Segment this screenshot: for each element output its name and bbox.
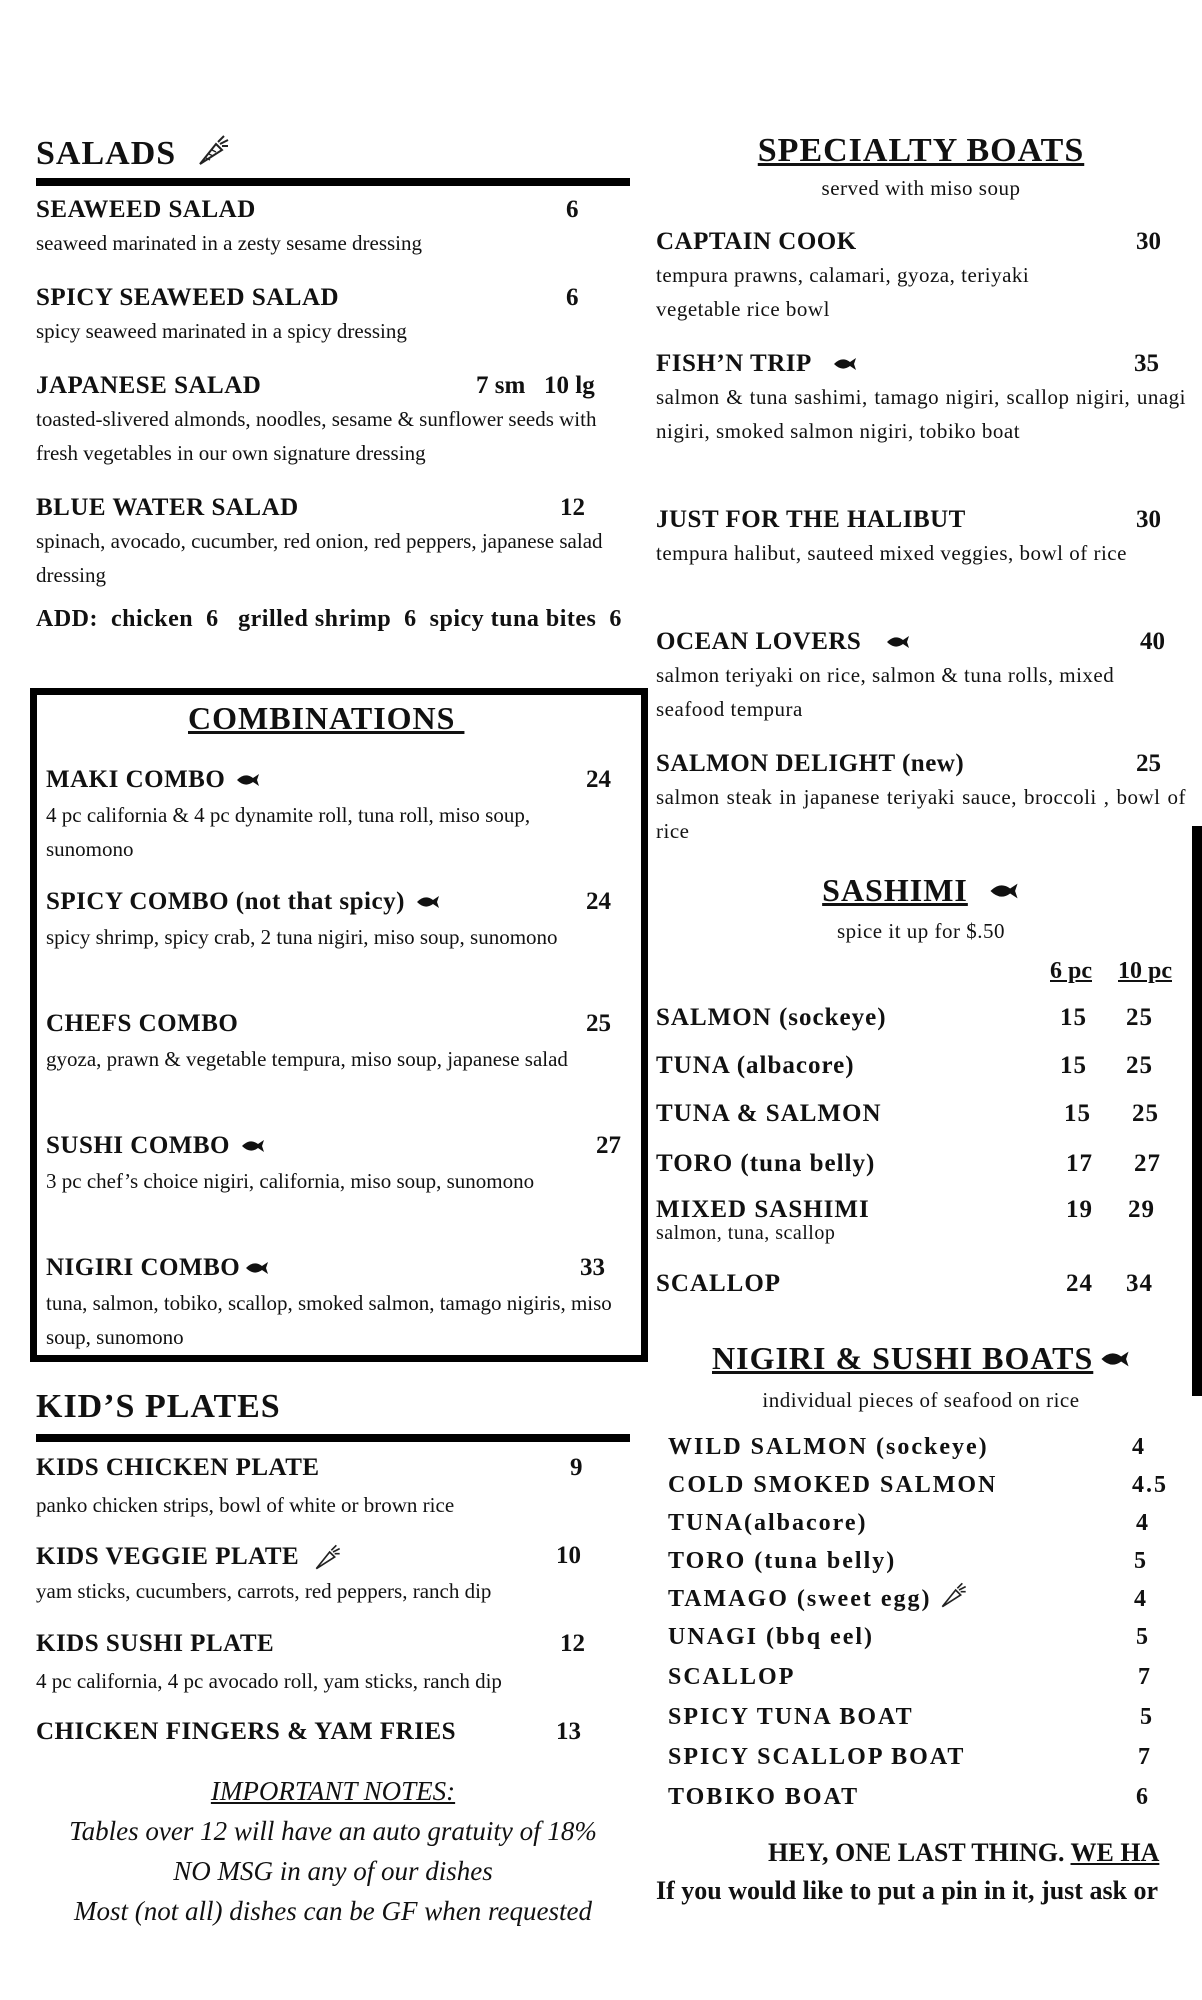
item-name: SEAWEED SALAD — [36, 196, 256, 223]
item-desc: tempura prawns, calamari, gyoza, teriyaki vegetable rice bowl — [656, 263, 1030, 321]
note-line: NO MSG in any of our dishes — [173, 1856, 493, 1886]
item-name: SPICY TUNA BOAT — [668, 1704, 914, 1730]
salad-item-blue-water — [36, 494, 630, 592]
specialty-subtitle: served with miso soup — [821, 176, 1021, 200]
salads-rule — [36, 178, 630, 186]
note-line: Most (not all) dishes can be GF when requested — [74, 1896, 592, 1926]
item-name: JAPANESE SALAD — [36, 372, 262, 399]
footer-emphasis: WE HA — [1070, 1838, 1160, 1867]
item-name: KIDS VEGGIE PLATE — [36, 1543, 300, 1570]
item-name: TORO (tuna belly) — [656, 1150, 876, 1177]
item-desc: spinach, avocado, cucumber, red onion, red peppers, japanese salad dressing — [36, 529, 603, 587]
item-desc: salmon & tuna sashimi, tamago nigiri, scallop nigiri, unagi nigiri, smoked salmon nigiri, tobiko boat — [656, 385, 1186, 443]
nigiri-row — [668, 1434, 1188, 1461]
item-name: NIGIRI COMBO — [46, 1254, 241, 1281]
item-name: CHEFS COMBO — [46, 1010, 239, 1037]
item-price: 40 — [1140, 628, 1165, 655]
price-6pc: 15 — [1064, 1100, 1091, 1127]
combinations-title: COMBINATIONS — [188, 700, 465, 736]
sashimi-subtitle: spice it up for $.50 — [836, 919, 1006, 943]
item-price: 25 — [586, 1010, 611, 1037]
item-desc: yam sticks, cucumbers, carrots, red peppers, ranch dip — [36, 1579, 492, 1603]
item-price: 24 — [586, 766, 611, 793]
item-price: 35 — [1134, 350, 1159, 377]
item-price: 4 — [1132, 1434, 1146, 1460]
item-price: 30 — [1136, 506, 1161, 533]
combo-item-maki — [46, 766, 620, 866]
specialty-item-captain-cook — [656, 228, 1186, 326]
fish-icon — [885, 634, 911, 650]
price-10pc: 27 — [1134, 1150, 1161, 1177]
item-desc: gyoza, prawn & vegetable tempura, miso soup, japanese salad — [46, 1047, 568, 1071]
item-desc: salmon steak in japanese teriyaki sauce, broccoli , bowl of rice — [656, 785, 1186, 843]
item-price: 27 — [596, 1132, 621, 1159]
nigiri-row — [668, 1510, 1188, 1537]
sashimi-row — [656, 1004, 1186, 1032]
item-name: SALMON DELIGHT (new) — [656, 750, 965, 777]
kids-title: KID’S PLATES — [36, 1388, 281, 1425]
item-desc: salmon, tuna, scallop — [656, 1222, 836, 1244]
salad-item-seaweed — [36, 196, 630, 260]
specialty-header — [656, 132, 1186, 201]
price-6pc: 15 — [1060, 1052, 1087, 1079]
nigiri-row — [668, 1624, 1188, 1651]
salad-item-japanese — [36, 372, 630, 470]
specialty-item-halibut — [656, 506, 1196, 570]
item-price: 7 — [1138, 1744, 1152, 1770]
item-price: 5 — [1140, 1704, 1154, 1730]
item-price: 12 — [560, 494, 585, 521]
item-name: BLUE WATER SALAD — [36, 494, 299, 521]
nigiri-subtitle: individual pieces of seafood on rice — [762, 1388, 1080, 1412]
important-notes — [36, 1776, 630, 1931]
item-desc: tempura halibut, sauteed mixed veggies, bowl of rice — [656, 541, 1127, 565]
item-desc: spicy seaweed marinated in a spicy dressing — [36, 319, 407, 343]
item-price: 33 — [580, 1254, 605, 1281]
fish-icon — [832, 356, 858, 372]
price-10pc: 25 — [1126, 1004, 1153, 1031]
kids-item-veggie — [36, 1542, 630, 1608]
fish-icon — [1099, 1349, 1131, 1369]
item-name: FISH’N TRIP — [656, 350, 812, 377]
sashimi-col-6pc: 6 pc — [1050, 958, 1092, 984]
item-price: 5 — [1134, 1548, 1148, 1574]
nigiri-heading — [712, 1340, 1131, 1377]
item-price: 4 — [1136, 1510, 1150, 1536]
item-name: COLD SMOKED SALMON — [668, 1472, 998, 1498]
combo-item-sushi — [46, 1132, 620, 1198]
carrot-icon — [313, 1542, 343, 1572]
item-name: SCALLOP — [656, 1270, 782, 1297]
footer-line-2: If you would like to put a pin in it, just ask or — [656, 1876, 1159, 1905]
item-desc: tuna, salmon, tobiko, scallop, smoked salmon, tamago nigiris, miso soup, sunomono — [46, 1291, 612, 1349]
price-10pc: 29 — [1128, 1196, 1155, 1223]
price-6pc: 24 — [1066, 1270, 1093, 1297]
item-price: 6 — [566, 284, 579, 311]
item-price: 25 — [1136, 750, 1161, 777]
item-name: MAKI COMBO — [46, 766, 226, 793]
salads-title: SALADS — [36, 135, 177, 172]
price-6pc: 17 — [1066, 1150, 1093, 1177]
item-name: SPICY COMBO (not that spicy) — [46, 888, 405, 915]
item-price: 6 — [566, 196, 579, 223]
salads-add-ons: ADD: chicken 6 grilled shrimp 6 spicy tuna bites 6 — [36, 606, 622, 632]
item-desc: 4 pc california & 4 pc dynamite roll, tuna roll, miso soup, sunomono — [46, 803, 531, 861]
item-name: CHICKEN FINGERS & YAM FRIES — [36, 1718, 457, 1745]
footer-line-1 — [768, 1838, 1202, 1868]
item-desc: 4 pc california, 4 pc avocado roll, yam sticks, ranch dip — [36, 1669, 502, 1693]
item-name: SUSHI COMBO — [46, 1132, 231, 1159]
sashimi-header — [656, 872, 1186, 944]
specialty-item-fishn-trip — [656, 350, 1196, 448]
fish-icon — [240, 1138, 266, 1154]
price-6pc: 15 — [1060, 1004, 1087, 1031]
price-6pc: 19 — [1066, 1196, 1093, 1223]
item-name: MIXED SASHIMI — [656, 1196, 870, 1223]
item-desc: salmon teriyaki on rice, salmon & tuna rolls, mixed seafood tempura — [656, 663, 1115, 721]
carrot-icon — [939, 1580, 969, 1610]
item-name: TOBIKO BOAT — [668, 1784, 860, 1810]
item-price: 4.5 — [1132, 1472, 1168, 1498]
item-name: CAPTAIN COOK — [656, 228, 857, 255]
item-name: SALMON (sockeye) — [656, 1004, 887, 1031]
kids-item-chicken — [36, 1454, 630, 1522]
item-name: JUST FOR THE HALIBUT — [656, 506, 966, 533]
right-edge-bar — [1192, 826, 1202, 1396]
kids-item-sushi — [36, 1630, 630, 1698]
combo-item-nigiri — [46, 1254, 620, 1354]
item-price: 10 — [556, 1542, 581, 1569]
salads-heading — [36, 132, 232, 173]
nigiri-row — [668, 1586, 1188, 1613]
item-name: TUNA(albacore) — [668, 1510, 868, 1536]
nigiri-row — [668, 1784, 1188, 1811]
specialty-item-salmon-delight — [656, 750, 1196, 848]
item-desc: panko chicken strips, bowl of white or brown rice — [36, 1493, 455, 1517]
item-price: 7 sm 10 lg — [476, 372, 595, 399]
item-name: WILD SALMON (sockeye) — [668, 1434, 989, 1460]
item-price: 4 — [1134, 1586, 1148, 1612]
item-price: 13 — [556, 1718, 581, 1745]
price-10pc: 25 — [1126, 1052, 1153, 1079]
item-desc: toasted-slivered almonds, noodles, sesame & sunflower seeds with fresh vegetables in our own signature dressing — [36, 407, 597, 465]
item-name: OCEAN LOVERS — [656, 628, 862, 655]
notes-title: IMPORTANT NOTES: — [210, 1776, 456, 1806]
nigiri-row — [668, 1744, 1188, 1771]
sashimi-row — [656, 1196, 1186, 1245]
item-price: 30 — [1136, 228, 1161, 255]
fish-icon — [988, 881, 1020, 901]
item-name: UNAGI (bbq eel) — [668, 1624, 875, 1650]
specialty-title: SPECIALTY BOATS — [757, 132, 1085, 169]
sashimi-col-10pc: 10 pc — [1118, 958, 1172, 984]
item-name: KIDS CHICKEN PLATE — [36, 1454, 320, 1481]
fish-icon — [415, 894, 441, 910]
item-name: TUNA (albacore) — [656, 1052, 855, 1079]
item-name: TAMAGO (sweet egg) — [668, 1586, 932, 1612]
sashimi-title: SASHIMI — [822, 872, 968, 908]
specialty-item-ocean-lovers — [656, 628, 1196, 726]
item-desc: seaweed marinated in a zesty sesame dressing — [36, 231, 423, 255]
item-name: SPICY SEAWEED SALAD — [36, 284, 340, 311]
nigiri-row — [668, 1664, 1188, 1691]
item-name: KIDS SUSHI PLATE — [36, 1630, 275, 1657]
sashimi-row — [656, 1150, 1186, 1178]
item-price: 9 — [570, 1454, 583, 1481]
kids-rule — [36, 1434, 630, 1442]
item-desc: 3 pc chef’s choice nigiri, california, miso soup, sunomono — [46, 1169, 535, 1193]
item-price: 5 — [1136, 1624, 1150, 1650]
price-10pc: 34 — [1126, 1270, 1153, 1297]
item-name: SPICY SCALLOP BOAT — [668, 1744, 966, 1770]
item-desc: spicy shrimp, spicy crab, 2 tuna nigiri, miso soup, sunomono — [46, 925, 558, 949]
item-price: 7 — [1138, 1664, 1152, 1690]
item-name: TORO (tuna belly) — [668, 1548, 897, 1574]
kids-item-fingers — [36, 1718, 630, 1746]
combo-item-spicy — [46, 888, 620, 954]
carrot-icon — [196, 132, 232, 168]
combo-item-chefs — [46, 1010, 620, 1076]
nigiri-row — [668, 1704, 1188, 1731]
price-10pc: 25 — [1132, 1100, 1159, 1127]
item-price: 12 — [560, 1630, 585, 1657]
footer-text: HEY, ONE LAST THING. — [768, 1838, 1071, 1867]
item-price: 24 — [586, 888, 611, 915]
item-name: SCALLOP — [668, 1664, 796, 1690]
nigiri-row — [668, 1548, 1188, 1575]
item-price: 6 — [1136, 1784, 1150, 1810]
nigiri-row — [668, 1472, 1188, 1499]
sashimi-row — [656, 1100, 1186, 1128]
sashimi-row — [656, 1270, 1186, 1298]
nigiri-title: NIGIRI & SUSHI BOATS — [712, 1340, 1094, 1376]
salad-item-spicy-seaweed — [36, 284, 630, 348]
sashimi-row — [656, 1052, 1186, 1080]
item-name: TUNA & SALMON — [656, 1100, 882, 1127]
note-line: Tables over 12 will have an auto gratuity of 18% — [69, 1816, 597, 1846]
fish-icon — [235, 772, 261, 788]
fish-icon — [244, 1260, 270, 1276]
